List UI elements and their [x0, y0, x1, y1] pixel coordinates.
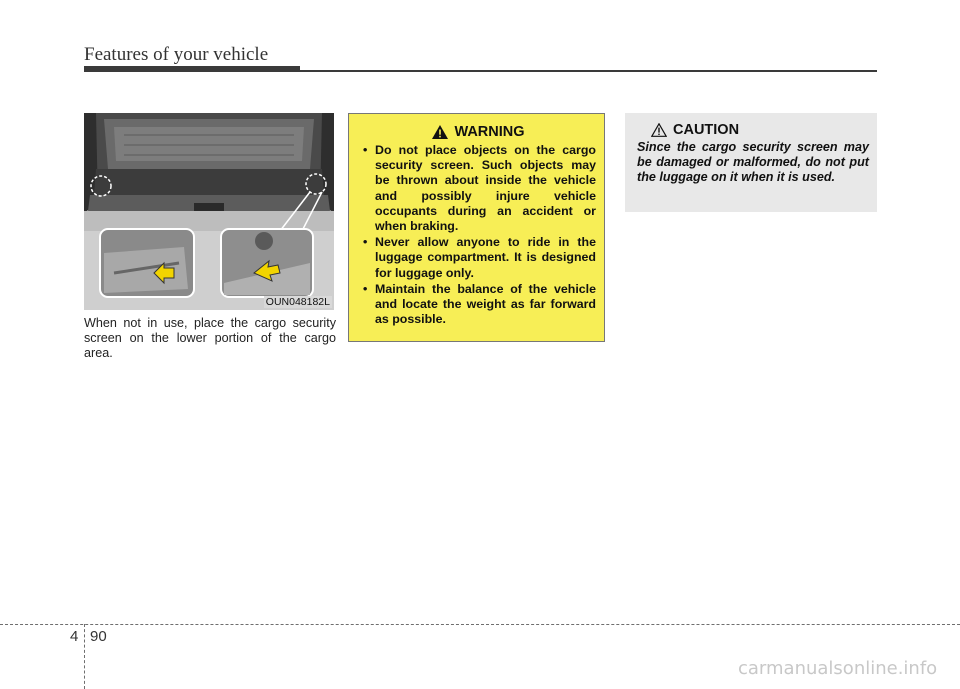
photo-reference-code: OUN048182L: [265, 296, 330, 308]
header-rule-thick: [84, 66, 300, 72]
bullet: •: [363, 281, 368, 296]
warning-box: [348, 113, 605, 342]
caution-triangle-icon: [651, 123, 667, 137]
caution-text: Since the cargo security screen may be damaged or malformed, do not put the luggage on it when it is used.: [637, 140, 869, 185]
footer-rule: [0, 624, 960, 625]
page-header-title: Features of your vehicle: [84, 44, 269, 65]
warning-item: [361, 235, 596, 281]
caution-heading: CAUTION: [673, 122, 740, 138]
warning-heading: WARNING: [454, 124, 525, 140]
header-rule-thin: [300, 70, 877, 72]
warning-list: [361, 143, 596, 327]
cargo-area-photo: [84, 113, 334, 310]
warning-item-text: Never allow anyone to ride in the luggage compartment. It is designed for luggage only.: [375, 235, 596, 280]
bullet: •: [363, 143, 368, 157]
bullet: •: [363, 235, 368, 250]
warning-item-text: Maintain the balance of the vehicle and locate the weight as far forward as possible.: [375, 281, 596, 327]
cargo-screen-instructions: When not in use, place the cargo security screen on the lower portion of the cargo area.: [84, 316, 336, 361]
warning-header: [361, 124, 596, 140]
footer-divider: [84, 624, 85, 689]
warning-item: [361, 282, 596, 328]
page-number: 90: [90, 628, 107, 645]
cargo-area-illustration: [84, 113, 334, 310]
caution-header: [651, 122, 869, 138]
warning-item-text: Do not place objects on the cargo security screen. Such objects may be thrown about inside the vehicle and possibly injure vehicle occupants during an accident or when braking.: [375, 143, 596, 234]
warning-triangle-icon: [432, 125, 448, 139]
caution-box: [625, 113, 877, 212]
chapter-number: 4: [70, 628, 79, 645]
warning-item: [361, 143, 596, 234]
watermark: carmanualsonline.info: [738, 658, 938, 679]
